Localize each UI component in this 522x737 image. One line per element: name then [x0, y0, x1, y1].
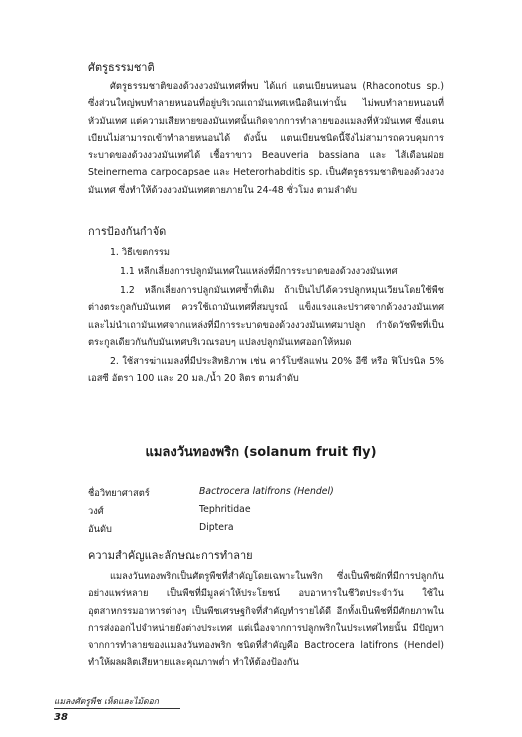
scientific-name-value: Bactrocera latifrons (Hendel) [199, 486, 334, 497]
scientific-name-label: ชื่อวิทยาศาสตร์ [88, 488, 150, 499]
natural-enemies-heading: ศัตรูธรรมชาติ [88, 61, 155, 74]
control-item-1-1: 1.1 หลีกเลี่ยงการปลูกมันเทศในแหล่งที่มีการระบาดของด้วงงวงมันเทศ [120, 266, 398, 277]
control-heading: การป้องกันกำจัด [88, 225, 167, 238]
family-value: Tephritidae [199, 504, 251, 515]
page-number: 38 [54, 712, 68, 723]
control-item-1-title: 1. วิธีเขตกรรม [110, 247, 171, 258]
importance-paragraph: แมลงวันทองพริกเป็นศัตรูพืชที่สำคัญโดยเฉพาะในพริก ซึ่งเป็นพืชผักที่มีการปลูกกันอย่างแพร่หลาย เป็นพืชที่มีมูลค่าให้ประโยชน์ อบอาหารในชีวิตประจำวัน ใช้ในอุตสาหกรรมอาหารต่างๆ เป็นพืชเศรษฐกิจที่สำคัญทำรายได้ดี อีกทั้งเป็นพืชที่มีศักยภาพในการส่งออกไปจำหน่ายยังต่างประเทศ แต่เนื่องจากการปลูกพริกในประเทศไทยนั้น มีปัญหาจากการทำลายของแมลงวันทองพริก ชนิดที่สำคัญคือ Bactrocera latifrons (Hendel) ทำให้ผลผลิตเสียหายและคุณภาพต่ำ ทำให้ต้องป้องกัน [88, 571, 444, 669]
order-label: อันดับ [88, 524, 112, 535]
footer-book-title: แมลงศัตรูพืช เห็ดและไม้ดอก [54, 697, 159, 707]
pest-title: แมลงวันทองพริก (solanum fruit fly) [145, 445, 377, 460]
control-item-1-2: 1.2 หลีกเลี่ยงการปลูกมันเทศซ้ำที่เดิม ถ้าเป็นไปได้ควรปลูกหมุนเวียนโดยใช้พืชต่างตระกูลกับมันเทศ ควรใช้เถามันเทศที่สมบูรณ์ แข็งแรงและปราศจากด้วงงวงมันเทศ และไม่นำเถามันเทศจากแหล่งที่มีการระบาดของด้วงงวงมันเทศมาปลูก กำจัดวัชพืชที่เป็นตระกูลเดียวกันกับมันเทศบริเวณรอบๆ แปลงปลูกมันเทศออกให้หมด [88, 285, 444, 348]
footer-divider [54, 708, 180, 709]
natural-enemies-paragraph: ศัตรูธรรมชาติของด้วงงวงมันเทศที่พบ ได้แก่ แตนเบียนหนอน (Rhaconotus sp.) ซึ่งส่วนใหญ่พบทำลายหนอนที่อยู่บริเวณเถามันเทศเหนือดินเท่านั้น ไม่พบทำลายหนอนที่หัวมันเทศ แต่ความเสียหายของมันเทศนั้นเกิดจากการทำลายของแมลงที่หัวมันเทศ ซึ่งแตนเบียนไม่สามารถเข้าทำลายหนอนได้ ดังนั้น แตนเบียนชนิดนี้จึงไม่สามารถควบคุมการระบาดของด้วงงวงมันเทศได้ เชื้อราขาว Beauveria bassiana และ ไส้เดือนฝอย Steinernema carpocapsae และ Heterorhabditis sp. เป็นศัตรูธรรมชาติของด้วงงวงมันเทศ ซึ่งทำให้ด้วงงวงมันเทศตายภายใน 24-48 ชั่วโมง ตามลำดับ [88, 81, 444, 196]
control-item-2: 2. ใช้สารฆ่าแมลงที่มีประสิทธิภาพ เช่น คาร์โบซัลแฟน 20% อีซี หรือ ฟิโปรนิล 5% เอสซี อัตรา 100 และ 20 มล./น้ำ 20 ลิตร ตามลำดับ [88, 356, 444, 385]
importance-heading: ความสำคัญและลักษณะการทำลาย [88, 549, 253, 562]
order-value: Diptera [199, 522, 234, 533]
family-label: วงศ์ [88, 506, 104, 517]
